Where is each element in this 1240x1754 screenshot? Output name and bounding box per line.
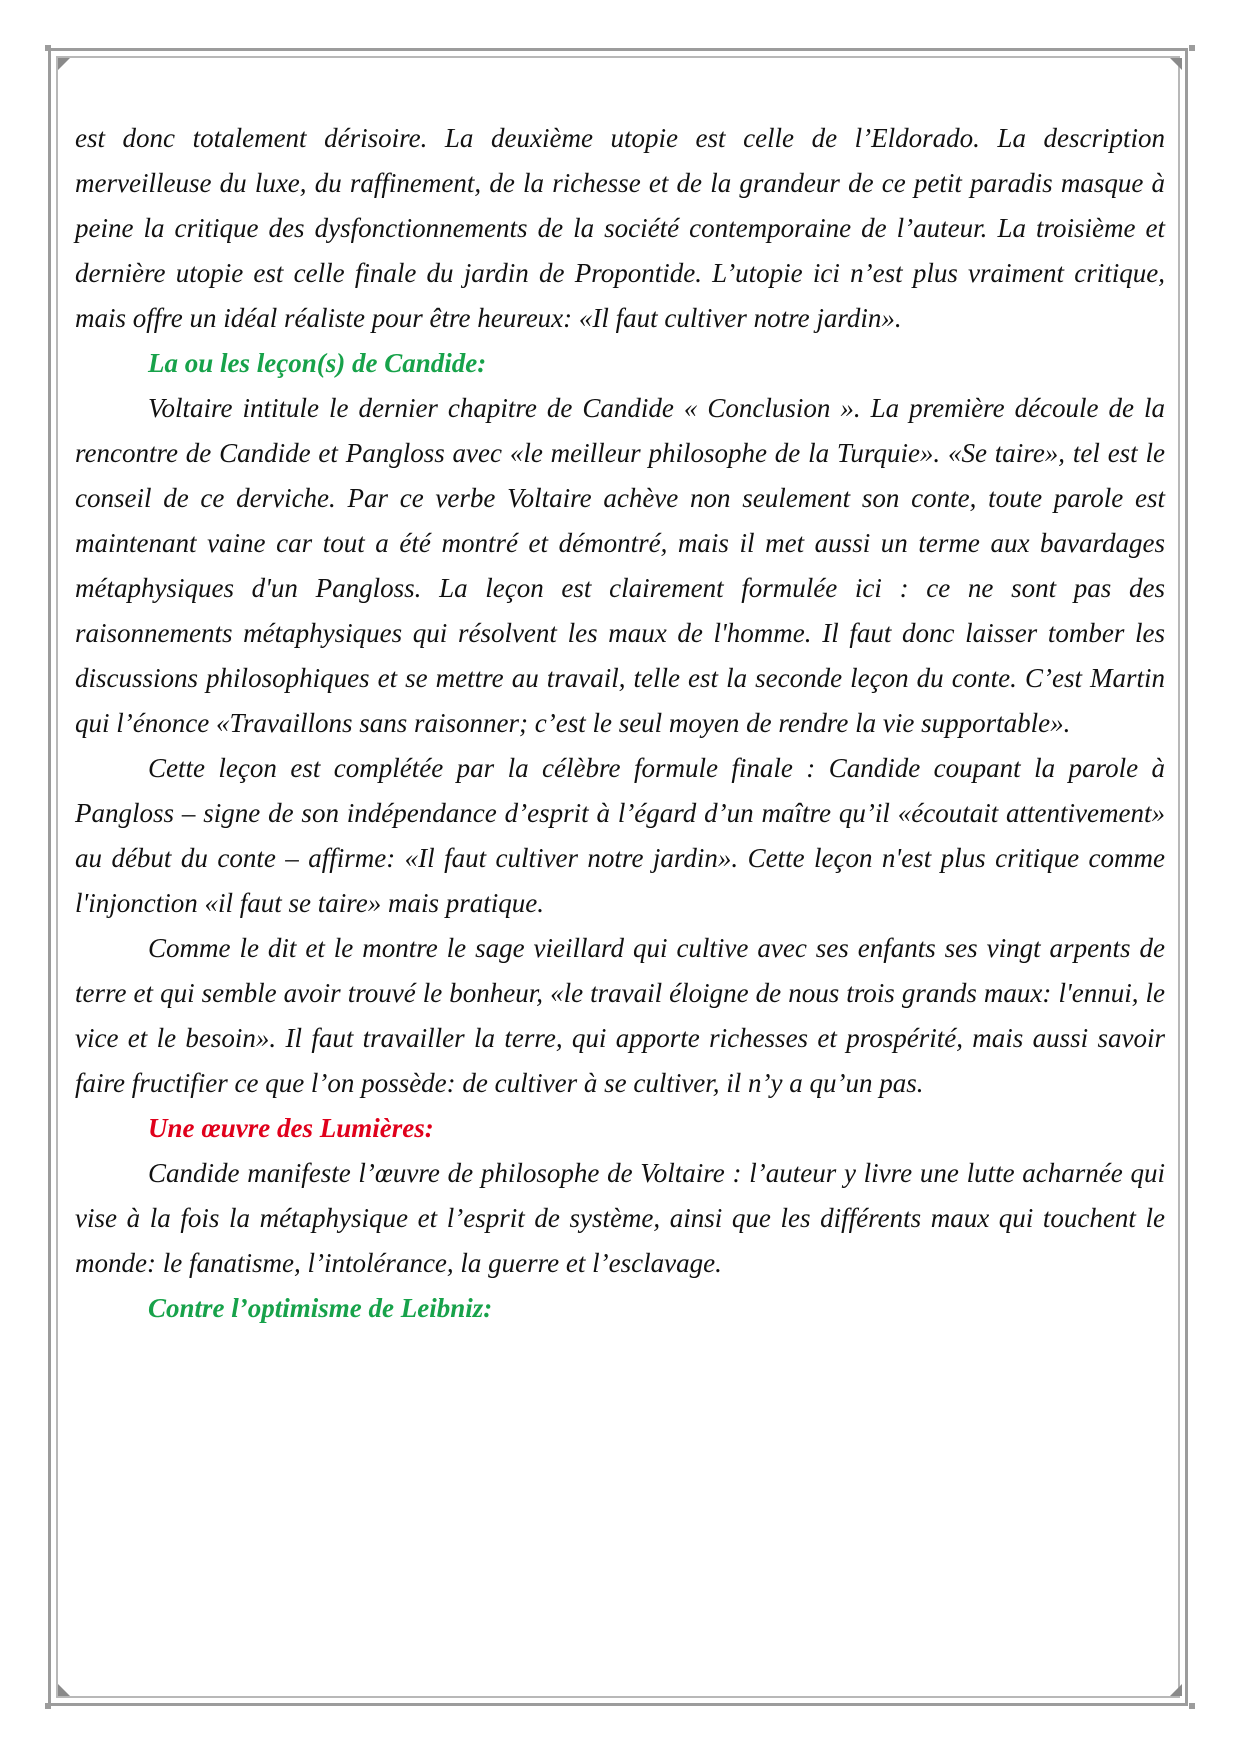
paragraph-lecons-1: Voltaire intitule le dernier chapitre de Candide « Conclusion ». La première découle de la rencontre de Candide et Pangloss avec «le meilleur philosophe de la Turquie». «Se taire», tel est le conseil de ce derviche. Par ce verbe Voltaire achève non seulement son conte, toute parole est maintenant vaine car tout a été montré et démontré, mais il met aussi un terme aux bavardages métaphysiques d'un Pangloss. La leçon est clairement formulée ici : ce ne sont pas des raisonnements métaphysiques qui résolvent les maux de l'homme. Il faut donc laisser tomber les discussions philosophiques et se mettre au travail, telle est la seconde leçon du conte. C’est Martin qui l’énonce «Travaillons sans raisonner; c’est le seul moyen de rendre la vie supportable».: [75, 393, 1165, 738]
corner-ornament-bottom-left: [58, 1684, 70, 1696]
paragraph-lecons-2: Cette leçon est complétée par la célèbre formule finale : Candide coupant la parole à Pangloss – signe de son indépendance d’esprit à l’égard d’un maître qu’il «écoutait attentivement» au début du conte – affirme: «Il faut cultiver notre jardin». Cette leçon n'est plus critique comme l'injonction «il faut se taire» mais pratique.: [75, 753, 1165, 918]
paragraph-lecons-3: Comme le dit et le montre le sage vieillard qui cultive avec ses enfants ses vingt arpents de terre et qui semble avoir trouvé le bonheur, «le travail éloigne de nous trois grands maux: l'ennui, le vice et le besoin». Il faut travailler la terre, qui apporte richesses et prospérité, mais aussi savoir faire fructifier ce que l’on possède: de cultiver à se cultiver, il n’y a qu’un pas.: [75, 933, 1165, 1098]
corner-ornament-bottom-right: [1170, 1684, 1182, 1696]
continuation-paragraph: est donc totalement dérisoire. La deuxième utopie est celle de l’Eldorado. La description merveilleuse du luxe, du raffinement, de la richesse et de la grandeur de ce petit paradis masque à peine la critique des dysfonctionnements de la société contemporaine de l’auteur. La troisième et dernière utopie est celle finale du jardin de Propontide. L’utopie ici n’est plus vraiment critique, mais offre un idéal réaliste pour être heureux: «Il faut cultiver notre jardin».: [75, 123, 1165, 333]
heading-leibniz: Contre l’optimisme de Leibniz:: [148, 1293, 493, 1323]
corner-ornament-top-left: [58, 58, 70, 70]
document-body: [75, 116, 1165, 1331]
frame-dot: [45, 45, 51, 51]
frame-dot: [45, 1703, 51, 1709]
frame-dot: [1189, 1703, 1195, 1709]
heading-lumieres: Une œuvre des Lumières:: [148, 1113, 434, 1143]
paragraph-lumieres: Candide manifeste l’œuvre de philosophe de Voltaire : l’auteur y livre une lutte acharnée qui vise à la fois la métaphysique et l’esprit de système, ainsi que les différents maux qui touchent le monde: le fanatisme, l’intolérance, la guerre et l’esclavage.: [75, 1158, 1165, 1278]
heading-lecons: La ou les leçon(s) de Candide:: [148, 348, 487, 378]
frame-dot: [1189, 45, 1195, 51]
corner-ornament-top-right: [1170, 58, 1182, 70]
